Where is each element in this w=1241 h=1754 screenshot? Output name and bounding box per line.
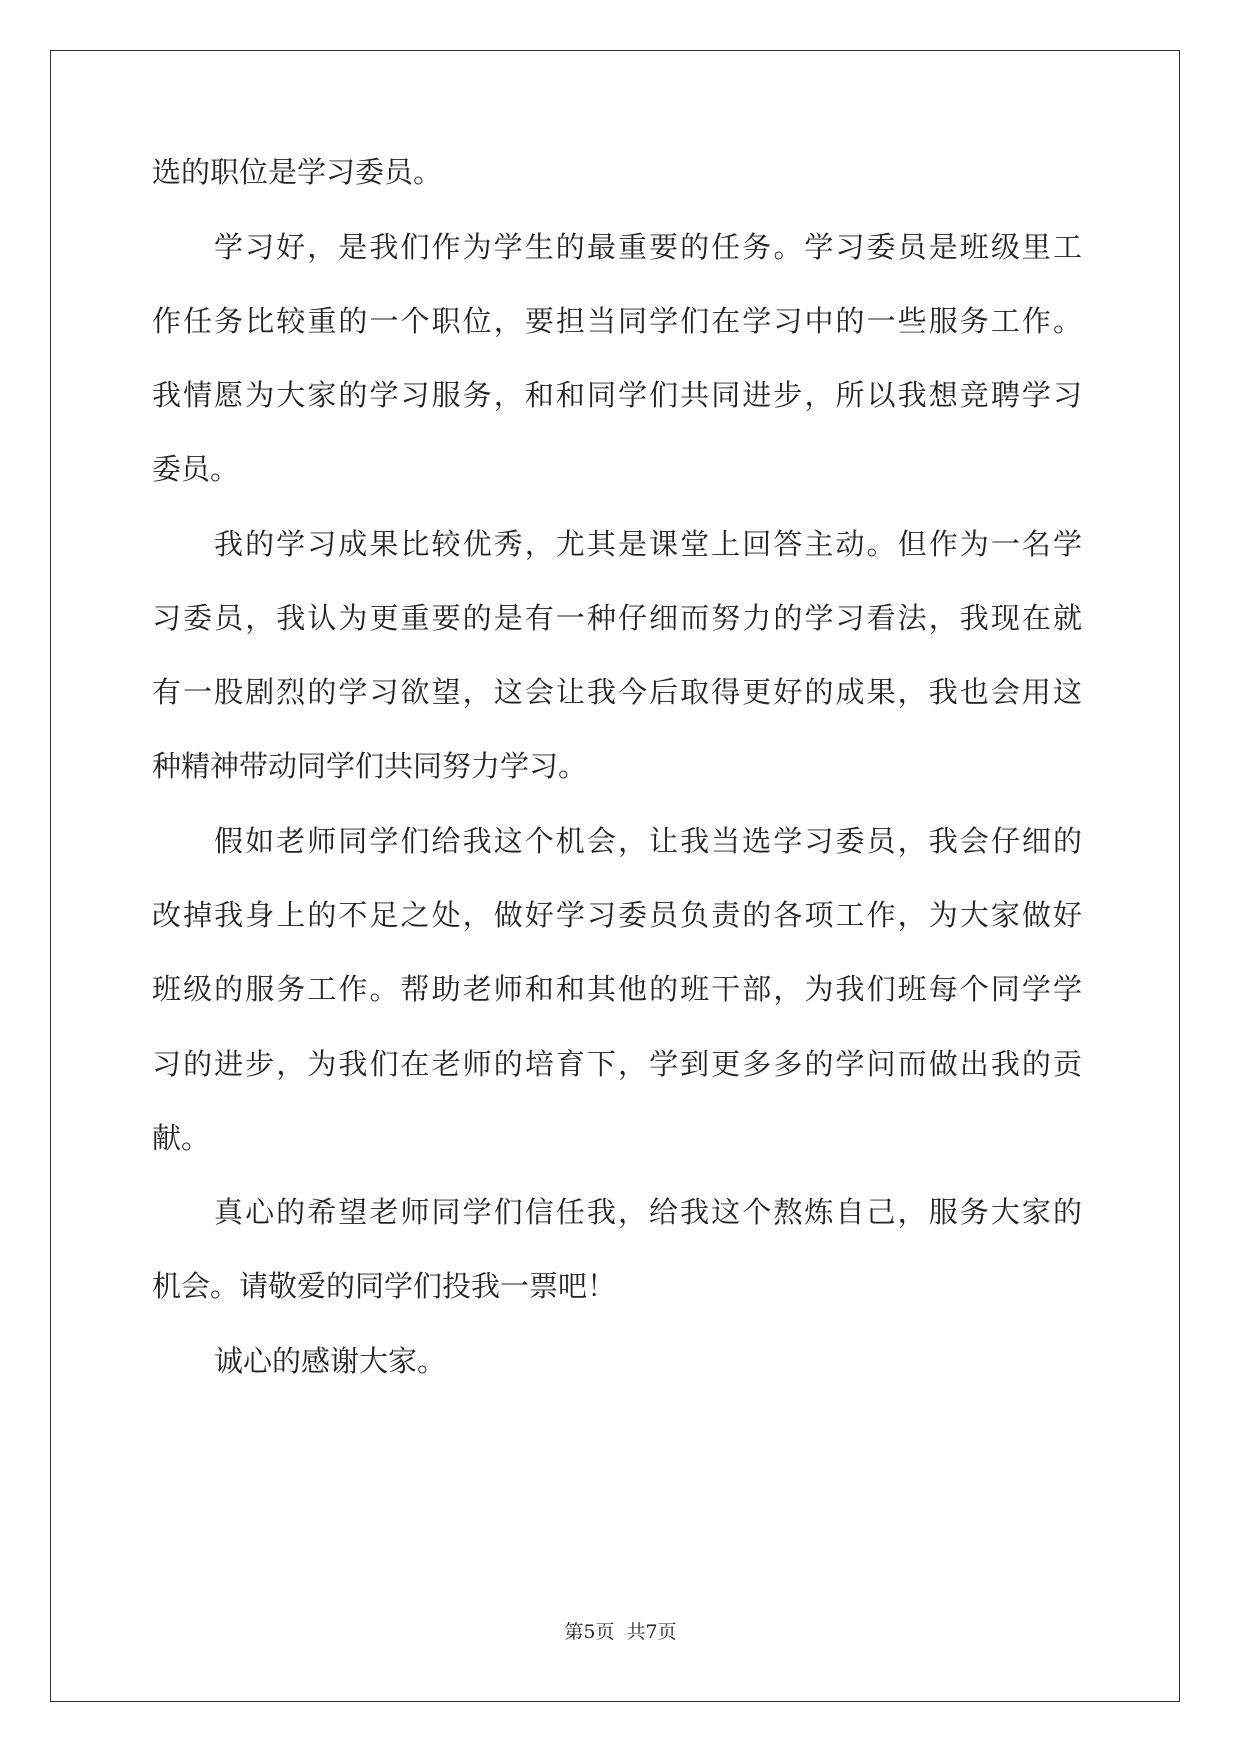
- body-line: 诚心的感谢大家。: [214, 1344, 447, 1378]
- body-line: 种精神带动同学们共同努力学习。: [152, 749, 588, 783]
- page-number: 第5页: [564, 1621, 615, 1643]
- page-total: 共7页: [626, 1621, 677, 1643]
- body-line: 班级的服务工作。帮助老师和和其他的班干部，为我们班每个同学学: [152, 972, 1082, 1006]
- body-line: 改掉我身上的不足之处，做好学习委员负责的各项工作，为大家做好: [152, 898, 1082, 932]
- body-line: 我情愿为大家的学习服务，和和同学们共同进步，所以我想竞聘学习: [152, 378, 1082, 412]
- body-line: 选的职位是学习委员。: [152, 155, 443, 189]
- body-line: 习的进步，为我们在老师的培育下，学到更多多的学问而做出我的贡: [152, 1047, 1082, 1081]
- body-line: 献。: [152, 1121, 211, 1155]
- body-line: 作任务比较重的一个职位，要担当同学们在学习中的一些服务工作。: [152, 304, 1082, 338]
- body-line: 学习好，是我们作为学生的最重要的任务。学习委员是班级里工: [214, 230, 1082, 264]
- body-line: 委员。: [152, 452, 240, 486]
- body-line: 机会。请敬爱的同学们投我一票吧！: [152, 1269, 617, 1303]
- body-line: 有一股剧烈的学习欲望，这会让我今后取得更好的成果，我也会用这: [152, 675, 1082, 709]
- page-footer: [0, 1620, 1241, 1644]
- body-line: 假如老师同学们给我这个机会，让我当选学习委员，我会仔细的: [214, 824, 1082, 858]
- page-border: [50, 50, 1180, 1702]
- body-line: 我的学习成果比较优秀，尤其是课堂上回答主动。但作为一名学: [214, 527, 1082, 561]
- body-line: 真心的希望老师同学们信任我，给我这个熬炼自己，服务大家的: [214, 1195, 1082, 1229]
- body-line: 习委员，我认为更重要的是有一种仔细而努力的学习看法，我现在就: [152, 601, 1082, 635]
